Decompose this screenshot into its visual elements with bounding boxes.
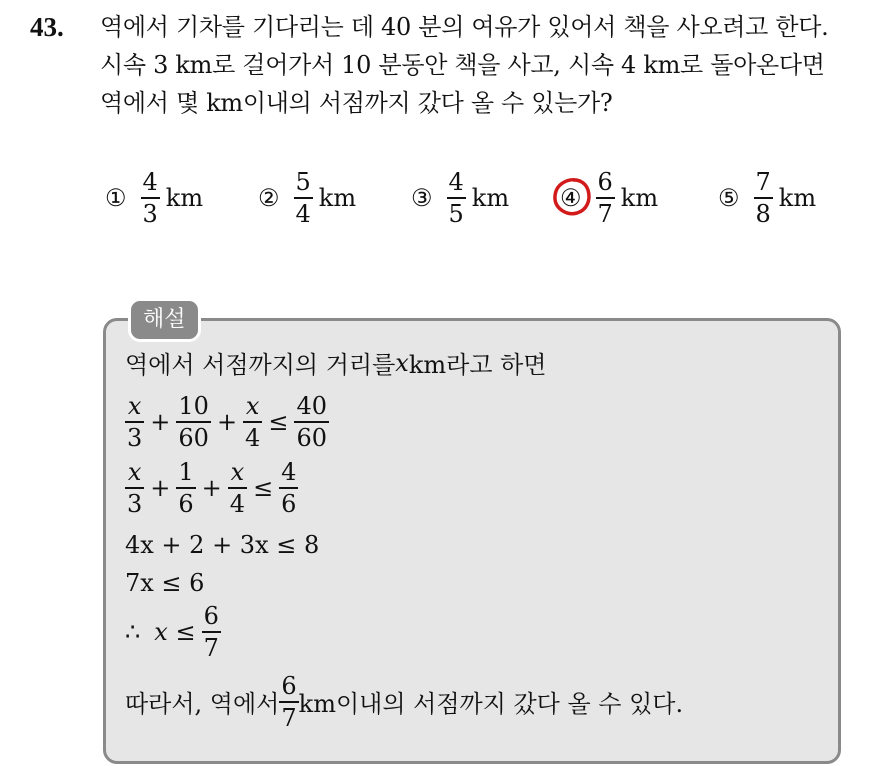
choice-1-unit: km [165, 184, 204, 212]
choice-2[interactable] [258, 165, 356, 231]
fraction-denominator: 6 [178, 489, 194, 518]
question-line-2: 시속 3 km로 걸어가서 10 분동안 책을 사고, 시속 4 km로 돌아온다면 [100, 51, 825, 79]
fraction-denominator: 7 [281, 703, 297, 732]
conclusion-after: km이내의 서점까지 갔다 올 수 있다. [298, 690, 684, 719]
equation-4 [125, 569, 204, 597]
fraction-numerator: x [230, 458, 245, 486]
eq5-fraction [202, 603, 221, 661]
fraction-denominator: 3 [127, 489, 143, 518]
fraction-denominator: 4 [229, 489, 246, 518]
eq4-text: 7x ≤ 6 [125, 569, 205, 597]
fraction-numerator: 6 [203, 602, 219, 630]
fraction-numerator: 6 [281, 672, 297, 700]
eq1-op1: + [150, 407, 171, 436]
fraction-numerator: 4 [448, 168, 464, 197]
choice-4-unit: km [620, 184, 659, 212]
choice-1-fraction [141, 169, 160, 227]
choice-3-fraction [447, 169, 466, 227]
solution-intro-after: km라고 하면 [408, 351, 547, 379]
eq2-rel: ≤ [253, 473, 274, 502]
eq2-term-b [176, 459, 195, 517]
choice-5[interactable] [718, 165, 816, 231]
eq1-rel: ≤ [268, 407, 289, 436]
fraction-numerator: x [245, 392, 260, 420]
choice-3-label: ③ [411, 184, 433, 212]
question-line-3: 역에서 몇 km이내의 서점까지 갔다 올 수 있는가? [100, 89, 613, 117]
choice-4[interactable] [560, 165, 658, 231]
fraction-numerator: 4 [281, 458, 297, 486]
fraction-denominator: 7 [597, 199, 613, 228]
choice-4-fraction [596, 169, 615, 227]
fraction-denominator: 5 [448, 199, 464, 228]
eq3-text: 4x + 2 + 3x ≤ 8 [125, 531, 320, 559]
solution-intro [125, 345, 547, 380]
answer-choices [105, 165, 865, 231]
fraction-numerator: 1 [178, 458, 194, 486]
fraction-denominator: 6 [281, 489, 297, 518]
fraction-numerator: x [127, 392, 142, 420]
eq1-term-b [176, 393, 211, 451]
choice-5-unit: km [778, 184, 817, 212]
equation-2 [125, 459, 298, 517]
fraction-denominator: 3 [127, 423, 143, 452]
choice-2-label: ② [258, 184, 280, 212]
question-line-1: 역에서 기차를 기다리는 데 40 분의 여유가 있어서 책을 사오려고 한다. [100, 13, 829, 41]
equation-5 [125, 603, 221, 661]
fraction-denominator: 4 [295, 199, 311, 228]
choice-4-label-text: ④ [560, 184, 582, 212]
eq2-term-d [279, 459, 298, 517]
solution-intro-var: x [395, 348, 409, 377]
fraction-denominator: 60 [178, 423, 209, 452]
solution-tag: 해설 [128, 298, 201, 342]
fraction-numerator: 7 [755, 168, 771, 197]
fraction-denominator: 60 [296, 423, 327, 452]
fraction-denominator: 4 [245, 423, 261, 452]
fraction-numerator: 40 [296, 392, 327, 420]
fraction-numerator: 4 [142, 168, 158, 197]
equation-1 [125, 393, 329, 451]
eq5-therefore: ∴ [125, 617, 141, 646]
solution-conclusion [125, 673, 683, 731]
choice-2-unit: km [318, 184, 357, 212]
eq2-term-a [125, 459, 144, 517]
choice-4-label [560, 184, 582, 212]
fraction-denominator: 8 [755, 199, 771, 228]
fraction-numerator: 5 [295, 168, 311, 197]
eq1-op2: + [216, 407, 238, 436]
solution-intro-before: 역에서 서점까지의 거리를 [125, 351, 396, 379]
fraction-denominator: 3 [142, 199, 158, 228]
eq1-term-a [125, 393, 144, 451]
choice-1-label: ① [105, 184, 127, 212]
choice-1[interactable] [105, 165, 203, 231]
eq2-term-c [228, 459, 247, 517]
eq1-term-d [294, 393, 329, 451]
question-text [100, 8, 870, 122]
eq2-op1: + [150, 473, 171, 502]
conclusion-fraction [279, 673, 298, 731]
eq1-term-c [243, 393, 262, 451]
eq5-lhs: x ≤ [154, 617, 196, 646]
conclusion-before: 따라서, 역에서 [125, 690, 280, 719]
choice-3[interactable] [411, 165, 509, 231]
choice-5-fraction [754, 169, 773, 227]
fraction-numerator: x [127, 458, 142, 486]
choice-5-label: ⑤ [718, 184, 740, 212]
equation-3 [125, 531, 319, 559]
choice-2-fraction [294, 169, 313, 227]
question-number: 43. [30, 12, 64, 42]
fraction-numerator: 6 [597, 168, 613, 197]
eq2-op2: + [201, 473, 222, 502]
fraction-denominator: 7 [203, 633, 219, 662]
choice-3-unit: km [471, 184, 510, 212]
fraction-numerator: 10 [178, 392, 209, 420]
